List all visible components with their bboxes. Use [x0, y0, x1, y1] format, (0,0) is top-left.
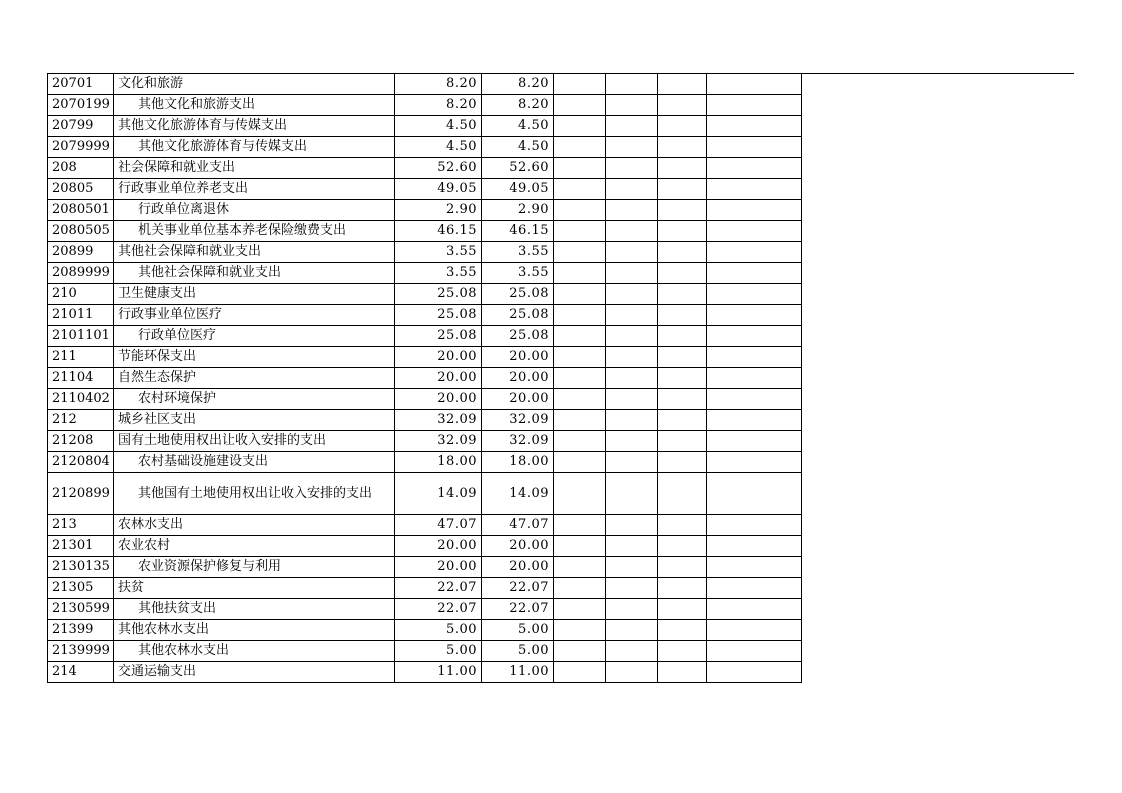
empty-cell	[554, 263, 606, 284]
basic-amount-cell: 32.09	[482, 410, 554, 431]
empty-cell	[554, 662, 606, 683]
empty-cell	[554, 347, 606, 368]
empty-cell	[606, 599, 658, 620]
table-row	[48, 200, 802, 221]
basic-amount-cell: 8.20	[482, 74, 554, 95]
subject-code-cell: 213	[48, 515, 114, 536]
budget-expenditure-table	[47, 73, 802, 683]
total-amount-cell: 4.50	[395, 116, 482, 137]
basic-amount-cell: 4.50	[482, 116, 554, 137]
basic-amount-cell: 25.08	[482, 326, 554, 347]
subject-code-cell: 2130599	[48, 599, 114, 620]
subject-code-cell: 2101101	[48, 326, 114, 347]
table-row	[48, 452, 802, 473]
empty-cell	[554, 557, 606, 578]
empty-cell	[707, 452, 802, 473]
total-amount-cell: 11.00	[395, 662, 482, 683]
subject-name-cell: 其他文化旅游体育与传媒支出	[114, 116, 395, 137]
empty-cell	[658, 263, 707, 284]
table-row	[48, 389, 802, 410]
subject-code-cell: 21399	[48, 620, 114, 641]
total-amount-cell: 8.20	[395, 74, 482, 95]
subject-name-cell: 国有土地使用权出让收入安排的支出	[114, 431, 395, 452]
total-amount-cell: 22.07	[395, 599, 482, 620]
subject-code-cell: 2130135	[48, 557, 114, 578]
total-amount-cell: 20.00	[395, 347, 482, 368]
subject-name-cell: 其他农林水支出	[114, 641, 395, 662]
total-amount-cell: 25.08	[395, 326, 482, 347]
subject-code-cell: 21208	[48, 431, 114, 452]
empty-cell	[707, 137, 802, 158]
total-amount-cell: 32.09	[395, 431, 482, 452]
subject-code-cell: 2120804	[48, 452, 114, 473]
empty-cell	[554, 242, 606, 263]
table-row	[48, 641, 802, 662]
empty-cell	[707, 200, 802, 221]
basic-amount-cell: 25.08	[482, 305, 554, 326]
table-body	[48, 74, 802, 683]
subject-name-cell: 其他扶贫支出	[114, 599, 395, 620]
basic-amount-cell: 46.15	[482, 221, 554, 242]
empty-cell	[554, 368, 606, 389]
subject-name-cell: 其他社会保障和就业支出	[114, 263, 395, 284]
subject-name-cell: 城乡社区支出	[114, 410, 395, 431]
total-amount-cell: 20.00	[395, 389, 482, 410]
subject-code-cell: 20701	[48, 74, 114, 95]
total-amount-cell: 20.00	[395, 368, 482, 389]
basic-amount-cell: 20.00	[482, 389, 554, 410]
empty-cell	[606, 305, 658, 326]
empty-cell	[606, 74, 658, 95]
empty-cell	[707, 95, 802, 116]
basic-amount-cell: 5.00	[482, 620, 554, 641]
basic-amount-cell: 3.55	[482, 242, 554, 263]
empty-cell	[554, 578, 606, 599]
table-row	[48, 515, 802, 536]
empty-cell	[707, 662, 802, 683]
empty-cell	[606, 116, 658, 137]
subject-name-cell: 其他社会保障和就业支出	[114, 242, 395, 263]
empty-cell	[658, 431, 707, 452]
empty-cell	[554, 431, 606, 452]
subject-code-cell: 2079999	[48, 137, 114, 158]
empty-cell	[554, 74, 606, 95]
empty-cell	[707, 515, 802, 536]
empty-cell	[606, 452, 658, 473]
empty-cell	[658, 641, 707, 662]
empty-cell	[658, 221, 707, 242]
subject-code-cell: 2120899	[48, 473, 114, 515]
subject-code-cell: 2089999	[48, 263, 114, 284]
empty-cell	[707, 641, 802, 662]
table-row	[48, 95, 802, 116]
empty-cell	[606, 620, 658, 641]
empty-cell	[554, 641, 606, 662]
empty-cell	[707, 620, 802, 641]
subject-code-cell: 21011	[48, 305, 114, 326]
total-amount-cell: 3.55	[395, 242, 482, 263]
subject-name-cell: 农村基础设施建设支出	[114, 452, 395, 473]
empty-cell	[554, 116, 606, 137]
table-row	[48, 242, 802, 263]
subject-name-cell: 行政单位医疗	[114, 326, 395, 347]
empty-cell	[554, 305, 606, 326]
empty-cell	[658, 116, 707, 137]
empty-cell	[658, 389, 707, 410]
empty-cell	[554, 515, 606, 536]
total-amount-cell: 8.20	[395, 95, 482, 116]
total-amount-cell: 20.00	[395, 536, 482, 557]
total-amount-cell: 5.00	[395, 620, 482, 641]
subject-name-cell: 卫生健康支出	[114, 284, 395, 305]
empty-cell	[554, 473, 606, 515]
empty-cell	[606, 641, 658, 662]
total-amount-cell: 4.50	[395, 137, 482, 158]
empty-cell	[707, 179, 802, 200]
table-row	[48, 326, 802, 347]
subject-code-cell: 2139999	[48, 641, 114, 662]
empty-cell	[554, 200, 606, 221]
subject-name-cell: 农林水支出	[114, 515, 395, 536]
total-amount-cell: 20.00	[395, 557, 482, 578]
empty-cell	[606, 221, 658, 242]
empty-cell	[707, 431, 802, 452]
table-row	[48, 620, 802, 641]
empty-cell	[658, 242, 707, 263]
subject-code-cell: 2070199	[48, 95, 114, 116]
total-amount-cell: 14.09	[395, 473, 482, 515]
total-amount-cell: 46.15	[395, 221, 482, 242]
subject-code-cell: 2080501	[48, 200, 114, 221]
empty-cell	[606, 389, 658, 410]
empty-cell	[658, 410, 707, 431]
basic-amount-cell: 52.60	[482, 158, 554, 179]
empty-cell	[707, 116, 802, 137]
empty-cell	[606, 242, 658, 263]
empty-cell	[658, 557, 707, 578]
basic-amount-cell: 4.50	[482, 137, 554, 158]
empty-cell	[554, 158, 606, 179]
basic-amount-cell: 8.20	[482, 95, 554, 116]
table-row	[48, 662, 802, 683]
empty-cell	[606, 368, 658, 389]
empty-cell	[707, 347, 802, 368]
empty-cell	[707, 473, 802, 515]
table-row	[48, 263, 802, 284]
empty-cell	[707, 284, 802, 305]
subject-name-cell: 农业农村	[114, 536, 395, 557]
empty-cell	[554, 221, 606, 242]
basic-amount-cell: 11.00	[482, 662, 554, 683]
table-row	[48, 536, 802, 557]
empty-cell	[658, 95, 707, 116]
subject-name-cell: 文化和旅游	[114, 74, 395, 95]
empty-cell	[707, 536, 802, 557]
table-row	[48, 221, 802, 242]
empty-cell	[606, 410, 658, 431]
basic-amount-cell: 20.00	[482, 536, 554, 557]
table-row	[48, 347, 802, 368]
subject-name-cell: 机关事业单位基本养老保险缴费支出	[114, 221, 395, 242]
empty-cell	[606, 200, 658, 221]
subject-code-cell: 20805	[48, 179, 114, 200]
subject-name-cell: 扶贫	[114, 578, 395, 599]
table-row	[48, 116, 802, 137]
empty-cell	[606, 158, 658, 179]
table-row	[48, 578, 802, 599]
empty-cell	[707, 74, 802, 95]
table-row	[48, 410, 802, 431]
basic-amount-cell: 49.05	[482, 179, 554, 200]
empty-cell	[707, 599, 802, 620]
empty-cell	[658, 137, 707, 158]
empty-cell	[554, 95, 606, 116]
empty-cell	[606, 137, 658, 158]
subject-name-cell: 其他国有土地使用权出让收入安排的支出	[114, 473, 395, 515]
total-amount-cell: 2.90	[395, 200, 482, 221]
basic-amount-cell: 14.09	[482, 473, 554, 515]
basic-amount-cell: 20.00	[482, 347, 554, 368]
empty-cell	[606, 578, 658, 599]
empty-cell	[707, 389, 802, 410]
subject-code-cell: 2080505	[48, 221, 114, 242]
empty-cell	[658, 473, 707, 515]
total-amount-cell: 3.55	[395, 263, 482, 284]
basic-amount-cell: 47.07	[482, 515, 554, 536]
empty-cell	[707, 263, 802, 284]
empty-cell	[707, 578, 802, 599]
subject-code-cell: 211	[48, 347, 114, 368]
empty-cell	[554, 620, 606, 641]
subject-code-cell: 21104	[48, 368, 114, 389]
table-row	[48, 74, 802, 95]
empty-cell	[658, 620, 707, 641]
empty-cell	[658, 662, 707, 683]
empty-cell	[658, 179, 707, 200]
subject-name-cell: 其他农林水支出	[114, 620, 395, 641]
table-row	[48, 137, 802, 158]
subject-code-cell: 20899	[48, 242, 114, 263]
table-row	[48, 158, 802, 179]
table-row	[48, 284, 802, 305]
total-amount-cell: 18.00	[395, 452, 482, 473]
subject-name-cell: 行政事业单位医疗	[114, 305, 395, 326]
empty-cell	[606, 284, 658, 305]
subject-name-cell: 农业资源保护修复与利用	[114, 557, 395, 578]
empty-cell	[606, 347, 658, 368]
subject-name-cell: 其他文化和旅游支出	[114, 95, 395, 116]
empty-cell	[554, 410, 606, 431]
empty-cell	[554, 536, 606, 557]
empty-cell	[658, 200, 707, 221]
empty-cell	[606, 536, 658, 557]
empty-cell	[606, 326, 658, 347]
empty-cell	[554, 137, 606, 158]
subject-code-cell: 21301	[48, 536, 114, 557]
subject-name-cell: 交通运输支出	[114, 662, 395, 683]
empty-cell	[554, 389, 606, 410]
table-row	[48, 179, 802, 200]
empty-cell	[658, 368, 707, 389]
empty-cell	[658, 347, 707, 368]
total-amount-cell: 52.60	[395, 158, 482, 179]
empty-cell	[658, 515, 707, 536]
empty-cell	[554, 326, 606, 347]
basic-amount-cell: 32.09	[482, 431, 554, 452]
empty-cell	[554, 179, 606, 200]
empty-cell	[554, 452, 606, 473]
empty-cell	[554, 284, 606, 305]
total-amount-cell: 32.09	[395, 410, 482, 431]
empty-cell	[606, 473, 658, 515]
empty-cell	[658, 326, 707, 347]
basic-amount-cell: 5.00	[482, 641, 554, 662]
subject-name-cell: 其他文化旅游体育与传媒支出	[114, 137, 395, 158]
basic-amount-cell: 3.55	[482, 263, 554, 284]
empty-cell	[606, 263, 658, 284]
subject-code-cell: 214	[48, 662, 114, 683]
table-row	[48, 557, 802, 578]
table-row	[48, 305, 802, 326]
subject-name-cell: 自然生态保护	[114, 368, 395, 389]
subject-code-cell: 208	[48, 158, 114, 179]
basic-amount-cell: 2.90	[482, 200, 554, 221]
basic-amount-cell: 18.00	[482, 452, 554, 473]
empty-cell	[606, 431, 658, 452]
empty-cell	[658, 158, 707, 179]
total-amount-cell: 25.08	[395, 284, 482, 305]
total-amount-cell: 47.07	[395, 515, 482, 536]
table-row	[48, 599, 802, 620]
subject-code-cell: 212	[48, 410, 114, 431]
empty-cell	[707, 158, 802, 179]
empty-cell	[658, 536, 707, 557]
total-amount-cell: 22.07	[395, 578, 482, 599]
subject-name-cell: 节能环保支出	[114, 347, 395, 368]
total-amount-cell: 25.08	[395, 305, 482, 326]
subject-name-cell: 农村环境保护	[114, 389, 395, 410]
subject-code-cell: 2110402	[48, 389, 114, 410]
empty-cell	[658, 599, 707, 620]
empty-cell	[707, 221, 802, 242]
empty-cell	[658, 452, 707, 473]
total-amount-cell: 5.00	[395, 641, 482, 662]
total-amount-cell: 49.05	[395, 179, 482, 200]
empty-cell	[606, 557, 658, 578]
empty-cell	[707, 557, 802, 578]
empty-cell	[606, 515, 658, 536]
basic-amount-cell: 22.07	[482, 599, 554, 620]
basic-amount-cell: 25.08	[482, 284, 554, 305]
empty-cell	[606, 95, 658, 116]
basic-amount-cell: 22.07	[482, 578, 554, 599]
empty-cell	[606, 662, 658, 683]
subject-name-cell: 行政事业单位养老支出	[114, 179, 395, 200]
empty-cell	[658, 74, 707, 95]
table-row	[48, 368, 802, 389]
empty-cell	[707, 305, 802, 326]
empty-cell	[606, 179, 658, 200]
empty-cell	[707, 242, 802, 263]
empty-cell	[707, 410, 802, 431]
basic-amount-cell: 20.00	[482, 368, 554, 389]
table-row	[48, 431, 802, 452]
empty-cell	[707, 368, 802, 389]
empty-cell	[658, 305, 707, 326]
subject-code-cell: 21305	[48, 578, 114, 599]
table-row	[48, 473, 802, 515]
empty-cell	[554, 599, 606, 620]
basic-amount-cell: 20.00	[482, 557, 554, 578]
subject-name-cell: 社会保障和就业支出	[114, 158, 395, 179]
subject-code-cell: 210	[48, 284, 114, 305]
subject-code-cell: 20799	[48, 116, 114, 137]
empty-cell	[658, 578, 707, 599]
subject-name-cell: 行政单位离退休	[114, 200, 395, 221]
empty-cell	[658, 284, 707, 305]
empty-cell	[707, 326, 802, 347]
